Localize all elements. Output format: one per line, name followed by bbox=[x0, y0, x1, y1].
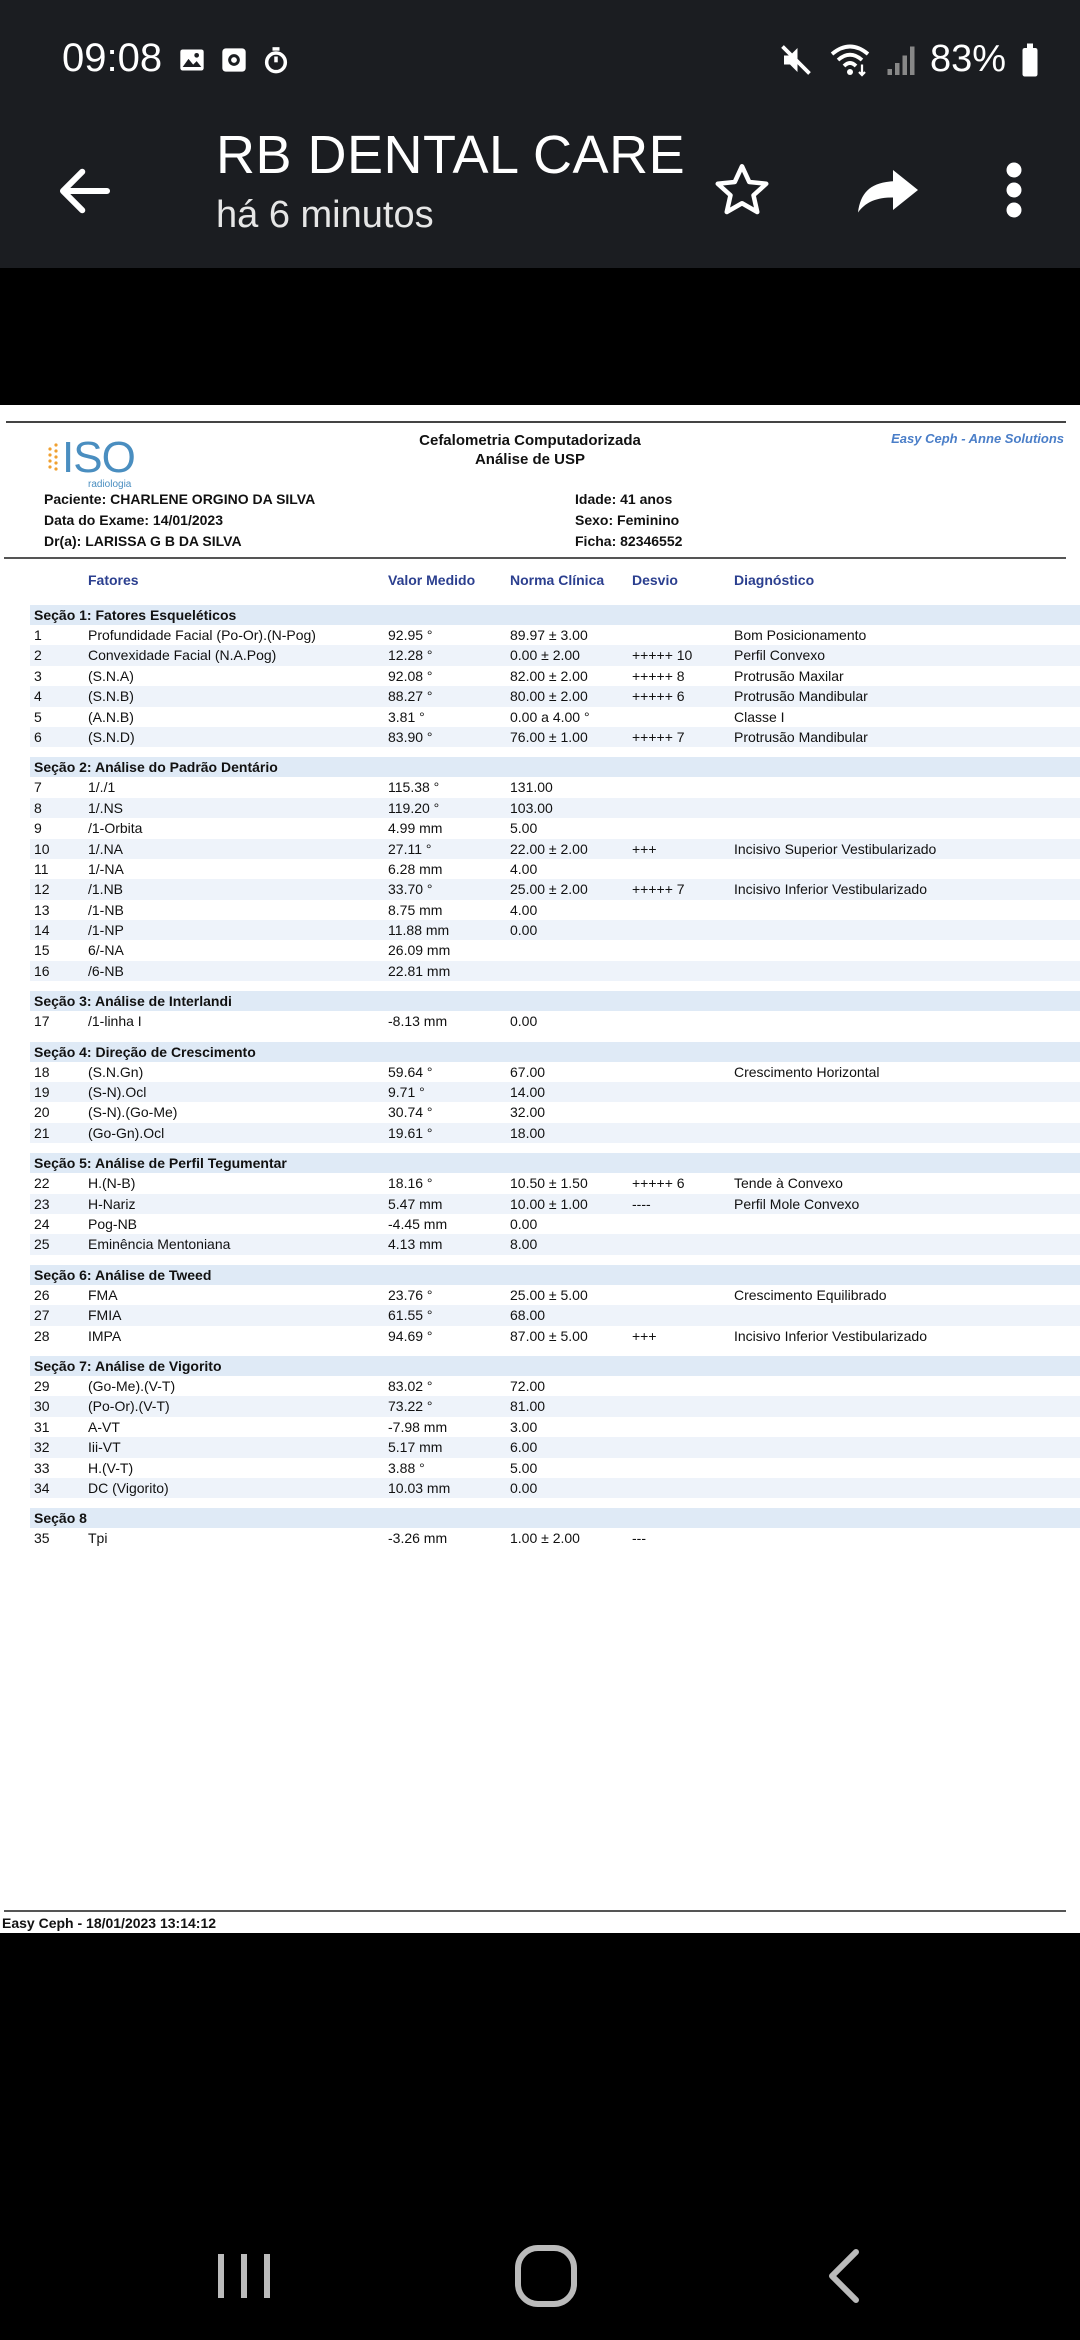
cell-norm: 10.00 ± 1.00 bbox=[510, 1195, 588, 1212]
cell-value: -8.13 mm bbox=[388, 1013, 448, 1030]
cell-norm: 0.00 a 4.00 ° bbox=[510, 708, 590, 725]
cell-value: 83.90 ° bbox=[388, 728, 433, 745]
cell-n: 1 bbox=[34, 627, 42, 643]
cell-norm: 0.00 bbox=[510, 922, 538, 939]
cell-n: 23 bbox=[34, 1195, 50, 1212]
cell-diag: Incisivo Inferior Vestibularizado bbox=[734, 1327, 927, 1344]
cell-norm: 0.00 bbox=[510, 1479, 538, 1496]
cell-dev: +++++ 10 bbox=[632, 647, 693, 664]
table-row bbox=[30, 900, 1080, 920]
cell-n: 14 bbox=[34, 922, 50, 939]
conversation-timestamp: há 6 minutos bbox=[216, 194, 434, 236]
cell-n: 35 bbox=[34, 1530, 50, 1547]
table-row bbox=[30, 859, 1080, 879]
cell-value: 23.76 ° bbox=[388, 1286, 433, 1303]
table-row bbox=[30, 818, 1080, 838]
cell-factor: (Po-Or).(V-T) bbox=[88, 1398, 170, 1415]
cell-norm: 32.00 bbox=[510, 1104, 546, 1121]
table-row bbox=[30, 1376, 1080, 1396]
cell-diag: Protrusão Mandibular bbox=[734, 688, 868, 705]
more-vert-icon bbox=[1004, 160, 1024, 220]
table-row bbox=[30, 1082, 1080, 1102]
cell-n: 25 bbox=[34, 1236, 50, 1253]
section bbox=[30, 1356, 1080, 1498]
col-header-norm: Norma Clínica bbox=[510, 572, 605, 588]
cell-dev: +++ bbox=[632, 840, 657, 857]
cell-factor: /1.NB bbox=[88, 881, 124, 898]
table-row bbox=[30, 798, 1080, 818]
cell-factor: (S.N.D) bbox=[88, 728, 135, 745]
cell-factor: (Go-Me).(V-T) bbox=[88, 1377, 176, 1394]
cell-norm: 0.00 ± 2.00 bbox=[510, 647, 580, 664]
battery-icon bbox=[1020, 42, 1040, 78]
cell-factor: /1-Orbita bbox=[88, 820, 143, 837]
mute-icon bbox=[778, 42, 814, 78]
cell-factor: 1/./1 bbox=[88, 779, 116, 796]
cell-value: 12.28 ° bbox=[388, 647, 433, 664]
table-row bbox=[30, 1285, 1080, 1305]
table-row bbox=[30, 839, 1080, 859]
cell-norm: 68.00 bbox=[510, 1307, 546, 1324]
table-row bbox=[30, 1214, 1080, 1234]
cell-value: 18.16 ° bbox=[388, 1175, 433, 1192]
cell-value: 92.08 ° bbox=[388, 667, 433, 684]
cell-norm: 0.00 bbox=[510, 1013, 538, 1030]
section-title: Seção 8 bbox=[30, 1508, 1080, 1528]
cell-value: 4.13 mm bbox=[388, 1236, 443, 1253]
cell-norm: 6.00 bbox=[510, 1439, 538, 1456]
cell-dev: +++++ 7 bbox=[632, 881, 685, 898]
cell-factor: Profundidade Facial (Po-Or).(N-Pog) bbox=[88, 627, 316, 643]
cell-factor: /1-NP bbox=[88, 922, 124, 939]
cell-norm: 4.00 bbox=[510, 860, 538, 877]
cell-diag: Protrusão Maxilar bbox=[734, 667, 844, 684]
section bbox=[30, 1265, 1080, 1346]
cell-value: 11.88 mm bbox=[388, 922, 450, 939]
cell-factor: /1-linha I bbox=[88, 1013, 142, 1030]
cell-factor: (Go-Gn).Ocl bbox=[88, 1124, 165, 1141]
cell-n: 21 bbox=[34, 1124, 50, 1141]
cell-dev: ---- bbox=[632, 1195, 651, 1212]
software-brand: Easy Ceph - Anne Solutions bbox=[891, 431, 1064, 446]
table-row bbox=[30, 1194, 1080, 1214]
app-bar bbox=[0, 120, 1080, 268]
cell-norm: 8.00 bbox=[510, 1236, 538, 1253]
table-row bbox=[30, 1234, 1080, 1254]
cell-diag: Incisivo Superior Vestibularizado bbox=[734, 840, 937, 857]
cell-factor: (S.N.B) bbox=[88, 688, 134, 705]
cell-factor: 1/.NS bbox=[88, 799, 124, 816]
cell-n: 30 bbox=[34, 1398, 50, 1415]
star-icon bbox=[712, 160, 772, 220]
report-document[interactable] bbox=[0, 405, 1080, 1933]
cell-norm: 1.00 ± 2.00 bbox=[510, 1530, 580, 1547]
section-title: Seção 5: Análise de Perfil Tegumentar bbox=[30, 1153, 1080, 1173]
battery-percent: 83% bbox=[929, 38, 1006, 80]
conversation-title: RB DENTAL CARE bbox=[216, 125, 686, 185]
cell-n: 22 bbox=[34, 1175, 50, 1192]
cell-norm: 22.00 ± 2.00 bbox=[510, 840, 588, 857]
cell-dev: +++++ 7 bbox=[632, 728, 685, 745]
table-row bbox=[30, 1528, 1080, 1548]
cell-n: 10 bbox=[34, 840, 50, 857]
cell-diag: Protrusão Mandibular bbox=[734, 728, 868, 745]
cell-value: 19.61 ° bbox=[388, 1124, 433, 1141]
cell-n: 19 bbox=[34, 1084, 50, 1101]
table-row bbox=[30, 1326, 1080, 1346]
cell-factor: FMIA bbox=[88, 1307, 122, 1324]
cell-diag: Incisivo Inferior Vestibularizado bbox=[734, 881, 927, 898]
table-row bbox=[30, 961, 1080, 981]
doctor-name: Dr(a): LARISSA G B DA SILVA bbox=[44, 533, 242, 549]
report-title-line2: Análise de USP bbox=[474, 451, 586, 468]
section-title: Seção 2: Análise do Padrão Dentário bbox=[30, 757, 1080, 777]
cell-value: 73.22 ° bbox=[388, 1398, 433, 1415]
cell-dev: +++++ 6 bbox=[632, 1175, 685, 1192]
cell-value: 6.28 mm bbox=[388, 860, 443, 877]
cell-n: 26 bbox=[34, 1286, 50, 1303]
cell-n: 28 bbox=[34, 1327, 50, 1344]
cell-value: 94.69 ° bbox=[388, 1327, 433, 1344]
cell-norm: 10.50 ± 1.50 bbox=[510, 1175, 588, 1192]
section-title: Seção 3: Análise de Interlandi bbox=[30, 991, 1080, 1011]
cell-factor: 1/.NA bbox=[88, 840, 124, 857]
cell-value: 61.55 ° bbox=[388, 1307, 433, 1324]
cell-dev: +++ bbox=[632, 1327, 657, 1344]
table-row bbox=[30, 686, 1080, 706]
cell-value: 59.64 ° bbox=[388, 1063, 433, 1080]
cell-n: 8 bbox=[34, 799, 42, 816]
table-row bbox=[30, 920, 1080, 940]
table-row bbox=[30, 625, 1080, 645]
table-row bbox=[30, 1458, 1080, 1478]
cell-norm: 81.00 bbox=[510, 1398, 546, 1415]
cell-norm: 131.00 bbox=[510, 779, 553, 796]
report-footer: Easy Ceph - 18/01/2023 13:14:12 bbox=[2, 1915, 217, 1931]
status-bar bbox=[0, 0, 1080, 120]
cell-diag: Bom Posicionamento bbox=[734, 627, 867, 643]
wifi-icon bbox=[828, 42, 872, 78]
cell-value: 3.81 ° bbox=[388, 708, 425, 725]
cell-n: 17 bbox=[34, 1013, 50, 1030]
cell-factor: H.(V-T) bbox=[88, 1459, 134, 1476]
cell-diag: Crescimento Horizontal bbox=[734, 1063, 880, 1080]
cell-value: -7.98 mm bbox=[388, 1418, 448, 1435]
cell-dev: +++++ 8 bbox=[632, 667, 685, 684]
table-row bbox=[30, 1478, 1080, 1498]
col-header-diagnosis: Diagnóstico bbox=[734, 572, 815, 588]
cell-norm: 5.00 bbox=[510, 1459, 538, 1476]
table-row bbox=[30, 940, 1080, 960]
cell-value: 8.75 mm bbox=[388, 901, 443, 918]
table-row bbox=[30, 707, 1080, 727]
star-button[interactable] bbox=[702, 150, 782, 230]
cell-norm: 103.00 bbox=[510, 799, 553, 816]
cell-n: 3 bbox=[34, 667, 42, 684]
cell-factor: Eminência Mentoniana bbox=[88, 1236, 231, 1253]
table-row bbox=[30, 666, 1080, 686]
cell-factor: (S-N).Ocl bbox=[88, 1084, 147, 1101]
share-button[interactable] bbox=[848, 150, 928, 230]
table-row bbox=[30, 1062, 1080, 1082]
cell-n: 16 bbox=[34, 962, 50, 979]
patient-name: Paciente: CHARLENE ORGINO DA SILVA bbox=[44, 491, 316, 507]
logo-text: ISO bbox=[62, 433, 135, 482]
exam-date: Data do Exame: 14/01/2023 bbox=[44, 512, 223, 528]
cell-norm: 67.00 bbox=[510, 1063, 546, 1080]
cell-norm: 25.00 ± 2.00 bbox=[510, 881, 588, 898]
section-title: Seção 6: Análise de Tweed bbox=[30, 1265, 1080, 1285]
cell-value: -4.45 mm bbox=[388, 1215, 448, 1232]
cell-diag: Tende à Convexo bbox=[734, 1175, 843, 1192]
signal-icon bbox=[886, 42, 916, 78]
cell-factor: H-Nariz bbox=[88, 1195, 136, 1212]
cell-n: 15 bbox=[34, 942, 50, 959]
cell-norm: 5.00 bbox=[510, 820, 538, 837]
cell-n: 12 bbox=[34, 881, 50, 898]
cell-factor: IMPA bbox=[88, 1327, 122, 1344]
cell-value: 30.74 ° bbox=[388, 1104, 433, 1121]
cell-n: 27 bbox=[34, 1307, 50, 1324]
recent-apps-icon[interactable] bbox=[204, 2236, 284, 2316]
record-number: Ficha: 82346552 bbox=[575, 533, 683, 549]
back-arrow-icon[interactable] bbox=[52, 158, 118, 224]
col-header-deviation: Desvio bbox=[632, 572, 678, 588]
cell-n: 32 bbox=[34, 1439, 50, 1456]
table-row bbox=[30, 1123, 1080, 1143]
cell-n: 34 bbox=[34, 1479, 50, 1496]
table-row bbox=[30, 1396, 1080, 1416]
cell-value: 92.95 ° bbox=[388, 627, 433, 643]
cell-value: 27.11 ° bbox=[388, 840, 432, 857]
cell-n: 4 bbox=[34, 688, 42, 705]
cell-value: 88.27 ° bbox=[388, 688, 433, 705]
gallery-icon bbox=[178, 46, 206, 74]
cell-n: 11 bbox=[34, 860, 49, 877]
cell-n: 7 bbox=[34, 779, 42, 796]
cell-value: 83.02 ° bbox=[388, 1377, 433, 1394]
report-title bbox=[380, 431, 680, 469]
cell-diag: Classe I bbox=[734, 708, 785, 725]
cell-factor: (A.N.B) bbox=[88, 708, 134, 725]
cell-n: 20 bbox=[34, 1104, 50, 1121]
section bbox=[30, 991, 1080, 1031]
cell-norm: 82.00 ± 2.00 bbox=[510, 667, 588, 684]
cell-value: 10.03 mm bbox=[388, 1479, 451, 1496]
logo-subtext: radiologia bbox=[88, 479, 132, 490]
cell-factor: Iii-VT bbox=[88, 1439, 121, 1456]
cell-diag: Crescimento Equilibrado bbox=[734, 1286, 887, 1303]
cell-norm: 25.00 ± 5.00 bbox=[510, 1286, 588, 1303]
cell-value: 26.09 mm bbox=[388, 942, 451, 959]
cell-factor: (S-N).(Go-Me) bbox=[88, 1104, 178, 1121]
cell-dev: +++++ 6 bbox=[632, 688, 685, 705]
timer-icon bbox=[262, 46, 290, 74]
cell-value: 115.38 ° bbox=[388, 779, 440, 796]
analysis-table bbox=[30, 605, 1080, 1549]
cell-norm: 4.00 bbox=[510, 901, 538, 918]
table-row bbox=[30, 645, 1080, 665]
patient-age: Idade: 41 anos bbox=[575, 491, 673, 507]
cell-norm: 18.00 bbox=[510, 1124, 546, 1141]
cell-diag: Perfil Mole Convexo bbox=[734, 1195, 860, 1212]
col-header-measured: Valor Medido bbox=[388, 572, 476, 588]
table-row bbox=[30, 1437, 1080, 1457]
cell-value: 119.20 ° bbox=[388, 799, 440, 816]
cell-factor: 1/-NA bbox=[88, 860, 124, 877]
col-header-factors: Fatores bbox=[88, 572, 139, 588]
cell-n: 6 bbox=[34, 728, 42, 745]
header-rule bbox=[4, 557, 1066, 559]
status-time: 09:08 bbox=[62, 36, 163, 80]
share-arrow-icon bbox=[855, 160, 921, 220]
cell-diag: Perfil Convexo bbox=[734, 647, 826, 664]
section bbox=[30, 1153, 1080, 1255]
footer-rule bbox=[4, 1910, 1066, 1912]
cell-dev: --- bbox=[632, 1530, 646, 1547]
section bbox=[30, 1508, 1080, 1548]
section bbox=[30, 605, 1080, 747]
cell-factor: /6-NB bbox=[88, 962, 124, 979]
cell-value: 9.71 ° bbox=[388, 1084, 425, 1101]
cell-factor: /1-NB bbox=[88, 901, 124, 918]
table-row bbox=[30, 1102, 1080, 1122]
table-row bbox=[30, 1417, 1080, 1437]
cell-factor: H.(N-B) bbox=[88, 1175, 136, 1192]
cell-value: -3.26 mm bbox=[388, 1530, 448, 1547]
cell-factor: DC (Vigorito) bbox=[88, 1479, 169, 1496]
cell-value: 22.81 mm bbox=[388, 962, 451, 979]
cell-value: 5.17 mm bbox=[388, 1439, 443, 1456]
more-options-button[interactable] bbox=[974, 150, 1054, 230]
cell-n: 31 bbox=[34, 1418, 50, 1435]
section-title: Seção 4: Direção de Crescimento bbox=[30, 1042, 1080, 1062]
cell-factor: (S.N.Gn) bbox=[88, 1063, 144, 1080]
cell-norm: 3.00 bbox=[510, 1418, 538, 1435]
table-row bbox=[30, 727, 1080, 747]
table-row bbox=[30, 1011, 1080, 1031]
section bbox=[30, 1042, 1080, 1144]
cell-norm: 89.97 ± 3.00 bbox=[510, 627, 588, 643]
cell-value: 4.99 mm bbox=[388, 820, 443, 837]
cell-norm: 76.00 ± 1.00 bbox=[510, 728, 588, 745]
section bbox=[30, 757, 1080, 981]
back-nav-icon[interactable] bbox=[806, 2236, 886, 2316]
cell-n: 18 bbox=[34, 1063, 50, 1080]
cell-norm: 80.00 ± 2.00 bbox=[510, 688, 588, 705]
cell-factor: 6/-NA bbox=[88, 942, 124, 959]
cell-n: 13 bbox=[34, 901, 50, 918]
table-row bbox=[30, 879, 1080, 899]
cell-n: 9 bbox=[34, 820, 42, 837]
table-row bbox=[30, 777, 1080, 797]
report-title-line1: Cefalometria Computadorizada bbox=[419, 432, 641, 449]
cell-norm: 72.00 bbox=[510, 1377, 546, 1394]
cell-factor: FMA bbox=[88, 1286, 118, 1303]
cell-factor: Tpi bbox=[88, 1530, 108, 1547]
cell-value: 5.47 mm bbox=[388, 1195, 443, 1212]
cell-value: 33.70 ° bbox=[388, 881, 433, 898]
cell-n: 33 bbox=[34, 1459, 50, 1476]
cell-factor: (S.N.A) bbox=[88, 667, 134, 684]
cell-n: 29 bbox=[34, 1377, 50, 1394]
patient-sex: Sexo: Feminino bbox=[575, 512, 680, 528]
patient-info bbox=[44, 489, 315, 552]
section-title: Seção 7: Análise de Vigorito bbox=[30, 1356, 1080, 1376]
cell-n: 5 bbox=[34, 708, 42, 725]
cell-norm: 0.00 bbox=[510, 1215, 538, 1232]
home-icon[interactable] bbox=[506, 2236, 586, 2316]
cell-n: 24 bbox=[34, 1215, 50, 1232]
cell-factor: Convexidade Facial (N.A.Pog) bbox=[88, 647, 277, 664]
navigation-bar bbox=[0, 2210, 1080, 2330]
top-rule bbox=[6, 421, 1066, 423]
table-row bbox=[30, 1305, 1080, 1325]
cell-norm: 14.00 bbox=[510, 1084, 546, 1101]
cell-norm: 87.00 ± 5.00 bbox=[510, 1327, 588, 1344]
table-row bbox=[30, 1173, 1080, 1193]
cell-factor: Pog-NB bbox=[88, 1215, 138, 1232]
cell-n: 2 bbox=[34, 647, 42, 664]
patient-details bbox=[575, 489, 682, 552]
section-title: Seção 1: Fatores Esqueléticos bbox=[30, 605, 1080, 625]
screen-record-icon bbox=[220, 46, 248, 74]
cell-value: 3.88 ° bbox=[388, 1459, 425, 1476]
cell-factor: A-VT bbox=[88, 1418, 120, 1435]
